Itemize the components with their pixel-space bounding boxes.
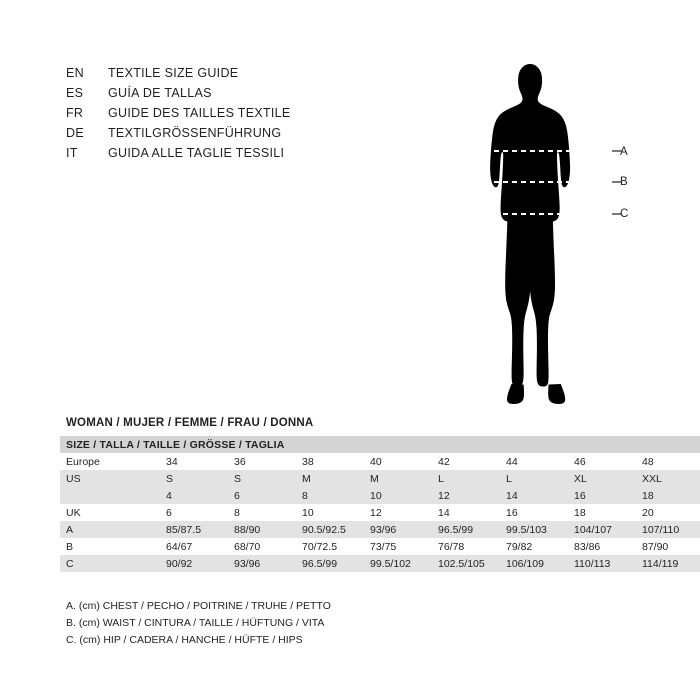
cell: 10	[364, 487, 432, 504]
cell: 10	[296, 504, 364, 521]
cell: 40	[364, 453, 432, 470]
cell: 96.5/99	[296, 555, 364, 572]
female-body-figure	[470, 50, 655, 430]
table-row	[60, 555, 700, 572]
cell: 20	[636, 504, 700, 521]
cell: 14	[432, 504, 500, 521]
cell: 70/72.5	[296, 538, 364, 555]
cell: 8	[228, 504, 296, 521]
marker-label-b: B	[620, 176, 628, 188]
cell: 99.5/102	[364, 555, 432, 572]
table-caption: WOMAN / MUJER / FEMME / FRAU / DONNA	[66, 417, 314, 429]
cell: 34	[160, 453, 228, 470]
table-row	[60, 453, 700, 470]
row-label: UK	[60, 504, 160, 521]
cell: 110/113	[568, 555, 636, 572]
cell: L	[500, 470, 568, 487]
language-code-it: IT	[66, 146, 78, 160]
cell: 4	[160, 487, 228, 504]
language-row-es	[66, 83, 486, 103]
note-waist: B. (cm) WAIST / CINTURA / TAILLE / HÜFTUNG / VITA	[66, 617, 325, 629]
language-header-block	[66, 63, 486, 163]
cell: 12	[432, 487, 500, 504]
cell: 99.5/103	[500, 521, 568, 538]
language-title-fr: GUIDE DES TAILLES TEXTILE	[108, 106, 291, 120]
row-label: Europe	[60, 453, 160, 470]
cell: 90/92	[160, 555, 228, 572]
cell: 8	[296, 487, 364, 504]
female-silhouette-icon	[470, 50, 655, 430]
note-chest: A. (cm) CHEST / PECHO / POITRINE / TRUHE / PETTO	[66, 600, 331, 612]
table-row	[60, 487, 700, 504]
row-label: US	[60, 470, 160, 487]
cell: 73/75	[364, 538, 432, 555]
cell: 64/67	[160, 538, 228, 555]
cell: 44	[500, 453, 568, 470]
cell: 16	[568, 487, 636, 504]
cell: 96.5/99	[432, 521, 500, 538]
size-table	[60, 436, 700, 572]
language-code-fr: FR	[66, 106, 84, 120]
cell: 102.5/105	[432, 555, 500, 572]
measurement-notes	[66, 598, 331, 649]
language-row-en	[66, 63, 486, 83]
cell: 12	[364, 504, 432, 521]
cell: S	[160, 470, 228, 487]
cell: 114/119	[636, 555, 700, 572]
table-row	[60, 470, 700, 487]
note-hip: C. (cm) HIP / CADERA / HANCHE / HÜFTE / HIPS	[66, 634, 303, 646]
cell: 104/107	[568, 521, 636, 538]
cell: 38	[296, 453, 364, 470]
cell: 48	[636, 453, 700, 470]
table-row	[60, 538, 700, 555]
size-table-container	[60, 436, 680, 572]
language-code-en: EN	[66, 66, 84, 80]
cell: S	[228, 470, 296, 487]
table-row	[60, 521, 700, 538]
table-row-size-header	[60, 436, 700, 453]
cell: M	[296, 470, 364, 487]
cell: 6	[160, 504, 228, 521]
cell: 36	[228, 453, 296, 470]
cell: 93/96	[228, 555, 296, 572]
language-row-it	[66, 143, 486, 163]
row-label: B	[60, 538, 160, 555]
cell: 16	[500, 504, 568, 521]
cell: XL	[568, 470, 636, 487]
row-label: A	[60, 521, 160, 538]
cell: 106/109	[500, 555, 568, 572]
marker-label-a: A	[620, 146, 628, 158]
cell: 42	[432, 453, 500, 470]
cell: 18	[636, 487, 700, 504]
language-title-en: TEXTILE SIZE GUIDE	[108, 66, 239, 80]
cell: 79/82	[500, 538, 568, 555]
cell: XXL	[636, 470, 700, 487]
size-header-label: SIZE / TALLA / TAILLE / GRÖSSE / TAGLIA	[60, 436, 700, 453]
language-code-es: ES	[66, 86, 84, 100]
marker-label-c: C	[620, 208, 629, 220]
cell: 76/78	[432, 538, 500, 555]
cell: 93/96	[364, 521, 432, 538]
language-row-fr	[66, 103, 486, 123]
language-title-de: TEXTILGRÖSSENFÜHRUNG	[108, 126, 282, 140]
cell: 88/90	[228, 521, 296, 538]
cell: 87/90	[636, 538, 700, 555]
cell: 85/87.5	[160, 521, 228, 538]
cell: 6	[228, 487, 296, 504]
language-row-de	[66, 123, 486, 143]
row-label: C	[60, 555, 160, 572]
cell: 83/86	[568, 538, 636, 555]
table-row	[60, 504, 700, 521]
cell: 68/70	[228, 538, 296, 555]
language-code-de: DE	[66, 126, 84, 140]
language-title-es: GUÍA DE TALLAS	[108, 86, 212, 100]
cell: 107/110	[636, 521, 700, 538]
row-label	[60, 487, 160, 504]
cell: 90.5/92.5	[296, 521, 364, 538]
cell: L	[432, 470, 500, 487]
language-title-it: GUIDA ALLE TAGLIE TESSILI	[108, 146, 285, 160]
cell: M	[364, 470, 432, 487]
cell: 46	[568, 453, 636, 470]
cell: 18	[568, 504, 636, 521]
cell: 14	[500, 487, 568, 504]
